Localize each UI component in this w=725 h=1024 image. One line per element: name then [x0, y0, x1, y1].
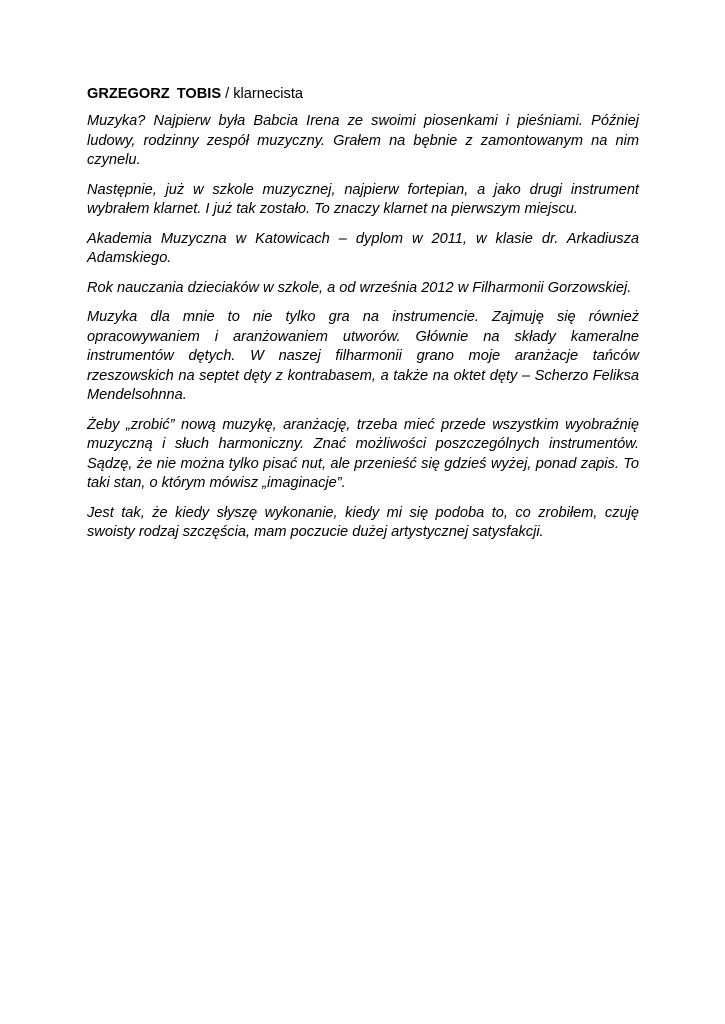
author-name: GRZEGORZ TOBIS	[87, 86, 222, 102]
paragraph-childhood: Muzyka? Najpierw była Babcia Irena ze swoimi piosenkami i pieśniami. Później ludowy, rodzinny zespół muzyczny. Grałem na bębnie z zamontowanym na nim czynelu.	[87, 113, 639, 168]
paragraph-arranging: Muzyka dla mnie to nie tylko gra na instrumencie. Zajmuję się również opracowywaniem i aranżowaniem utworów. Głównie na składy kameralne instrumentów dętych. W naszej filharmonii grano moje aranżacje tańców rzeszowskich na septet dęty z kontrabasem, a także na oktet dęty – Scherzo Feliksa Mendelsohnna.	[87, 309, 639, 403]
document-page	[87, 85, 639, 553]
author-role: / klarnecista	[225, 86, 304, 102]
document-heading	[87, 85, 639, 104]
paragraph-satisfaction: Jest tak, że kiedy słyszę wykonanie, kiedy mi się podoba to, co zrobiłem, czuję swoisty rodzaj szczęścia, mam poczucie dużej artystycznej satysfakcji.	[87, 504, 639, 540]
paragraph-teaching: Rok nauczania dzieciaków w szkole, a od września 2012 w Filharmonii Gorzowskiej.	[87, 279, 632, 296]
paragraph-academy: Akademia Muzyczna w Katowicach – dyplom w 2011, w klasie dr. Arkadiusza Adamskiego.	[87, 230, 639, 266]
paragraph-imagination: Żeby „zrobić” nową muzykę, aranżację, trzeba mieć przede wszystkim wyobraźnię muzyczną i słuch harmoniczny. Znać możliwości poszczególnych instrumentów. Sądzę, że nie można tylko pisać nut, ale przenieść się gdzieś wyżej, ponad zapis. To taki stan, o którym mówisz „imaginacje”.	[87, 416, 639, 491]
paragraph-music-school: Następnie, już w szkole muzycznej, najpierw fortepian, a jako drugi instrument wybrałem klarnet. I już tak zostało. To znaczy klarnet na pierwszym miejscu.	[87, 181, 639, 217]
